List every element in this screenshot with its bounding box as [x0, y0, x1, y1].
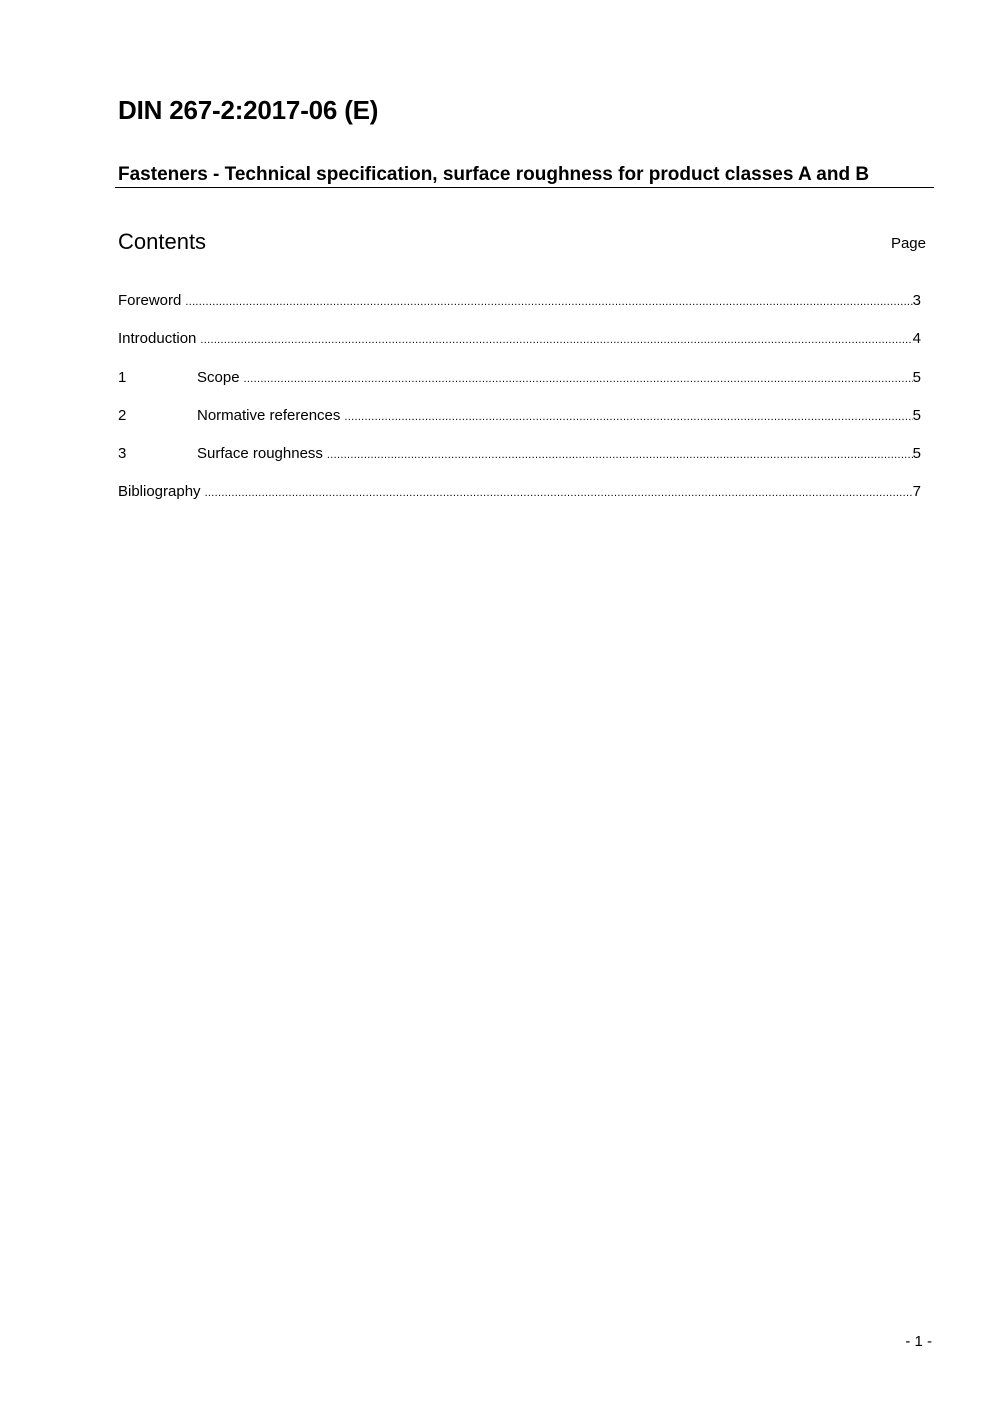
toc-entry-page: 4: [912, 330, 921, 348]
toc-entry-number: 2: [118, 406, 127, 424]
table-of-contents: [118, 291, 921, 521]
toc-dot-leader: [327, 445, 913, 465]
toc-entry-label: Foreword: [118, 292, 182, 309]
document-title: Fasteners - Technical specification, surface roughness for product classes A and B: [118, 164, 870, 185]
toc-dot-leader: [205, 483, 913, 503]
toc-entry-page: 5: [912, 406, 921, 424]
toc-entry-number: 3: [118, 445, 127, 463]
toc-entry-label: Bibliography: [118, 483, 201, 501]
toc-entry-label: Surface roughness: [197, 445, 323, 463]
page-number: - 1 -: [905, 1333, 932, 1350]
toc-entry-foreword[interactable]: [118, 291, 921, 329]
toc-entry-scope[interactable]: [118, 368, 921, 406]
toc-entry-page: 3: [912, 292, 921, 309]
toc-entry-page: 5: [912, 445, 921, 463]
toc-entry-bibliography[interactable]: [118, 482, 921, 520]
toc-entry-introduction[interactable]: [118, 329, 921, 367]
toc-entry-page: 7: [912, 483, 921, 501]
toc-entry-normative-references[interactable]: [118, 406, 921, 444]
toc-dot-leader: [344, 407, 912, 427]
toc-entry-page: 5: [912, 368, 921, 386]
toc-entry-label: Scope: [197, 368, 240, 386]
toc-dot-leader: [185, 292, 912, 312]
document-id: DIN 267-2:2017-06 (E): [118, 95, 379, 125]
toc-entry-label: Introduction: [118, 330, 197, 348]
toc-dot-leader: [200, 330, 912, 350]
toc-entry-label: Normative references: [197, 406, 341, 424]
toc-entry-surface-roughness[interactable]: [118, 444, 921, 482]
toc-entry-number: 1: [118, 368, 127, 386]
page-column-heading: Page: [890, 235, 926, 252]
title-underline: [115, 187, 934, 188]
toc-dot-leader: [244, 369, 913, 389]
contents-heading: Contents: [118, 229, 207, 254]
